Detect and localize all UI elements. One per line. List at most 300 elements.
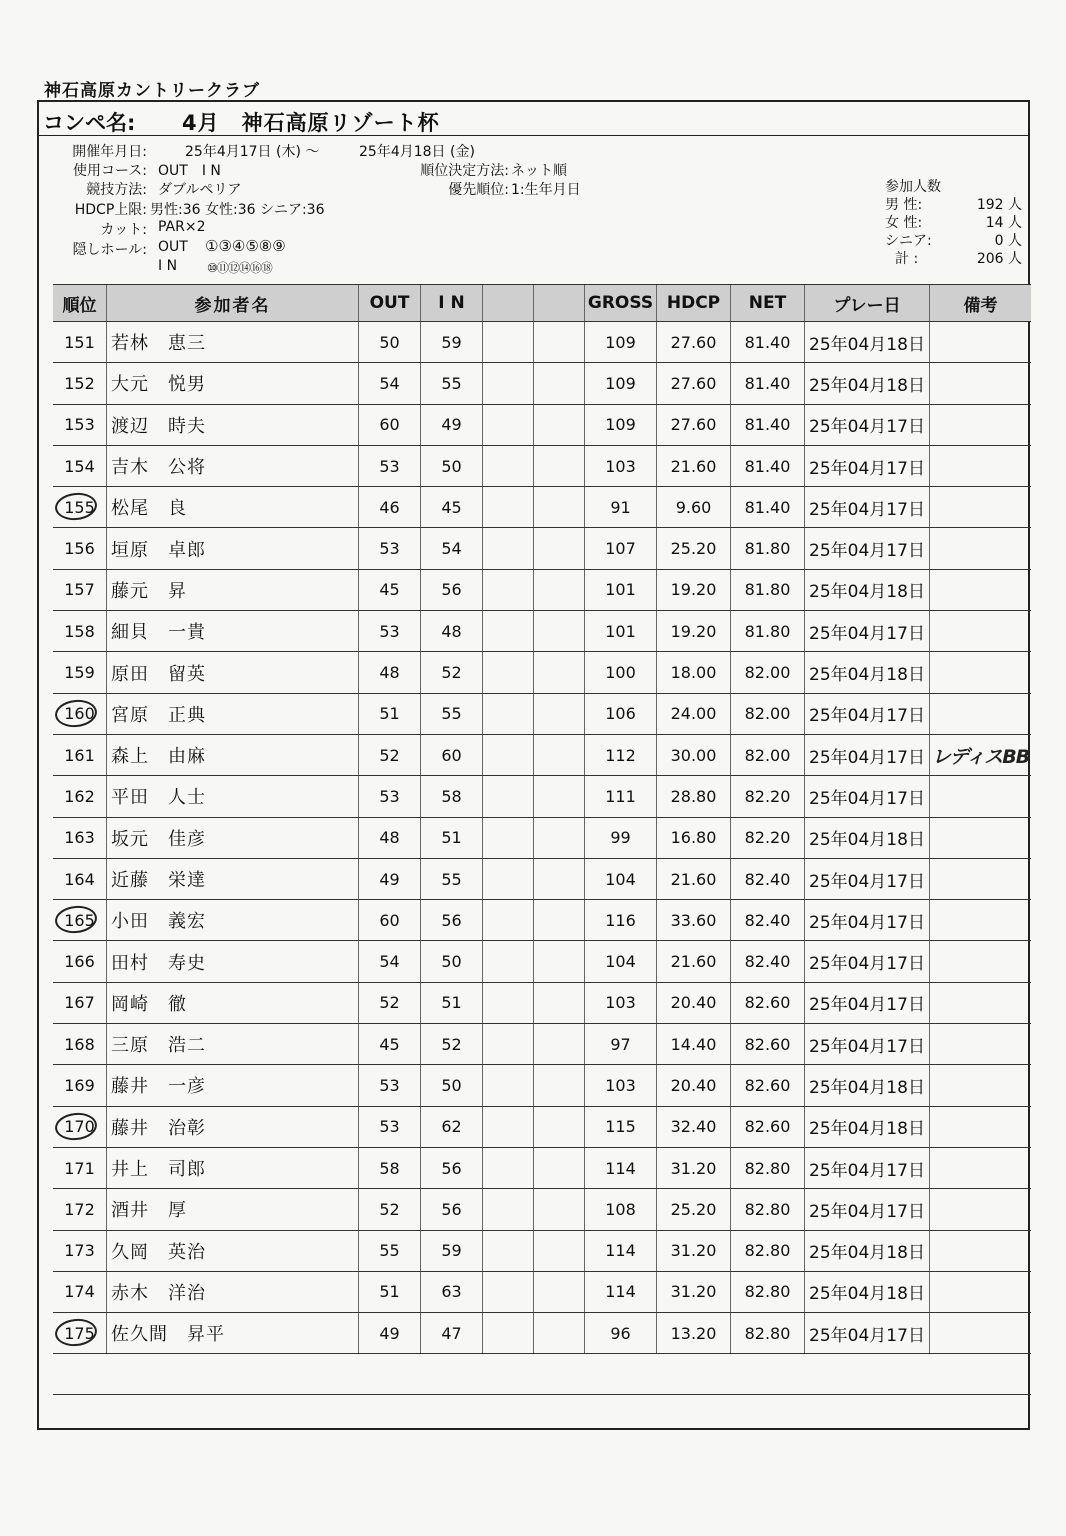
player-name-cell: 藤元 昇 <box>107 570 359 610</box>
method-label: 競技方法: <box>86 182 147 198</box>
blank-cell <box>483 1313 534 1353</box>
play-date-cell: 25年04月18日 <box>805 322 930 362</box>
female-label: 女 性: <box>885 215 923 231</box>
senior-label: シニア: <box>885 233 932 249</box>
blank-cell <box>483 1231 534 1271</box>
note-cell <box>930 1272 1031 1312</box>
hdcp-cell: 27.60 <box>657 405 731 445</box>
table-row <box>53 1189 1031 1230</box>
rank-cell <box>53 735 107 775</box>
note-cell <box>930 776 1031 816</box>
player-name-cell: 小田 義宏 <box>107 900 359 940</box>
table-row <box>53 487 1031 528</box>
player-name-cell: 森上 由麻 <box>107 735 359 775</box>
cut-value: PAR×2 <box>158 219 206 235</box>
blank-cell <box>534 405 585 445</box>
net-cell: 81.80 <box>731 528 805 568</box>
out-score-cell: 52 <box>359 735 421 775</box>
player-name-cell: 藤井 治彰 <box>107 1107 359 1147</box>
gross-cell: 103 <box>585 1065 657 1105</box>
note-cell <box>930 570 1031 610</box>
hdcp-cell: 19.20 <box>657 611 731 651</box>
out-score-cell: 55 <box>359 1231 421 1271</box>
note-cell <box>930 818 1031 858</box>
rank-cell <box>53 487 107 527</box>
net-cell: 82.60 <box>731 1107 805 1147</box>
blank-cell <box>483 735 534 775</box>
blank-cell <box>534 859 585 899</box>
player-name-cell: 垣原 卓郎 <box>107 528 359 568</box>
gross-cell: 107 <box>585 528 657 568</box>
gross-cell: 115 <box>585 1107 657 1147</box>
gross-cell: 104 <box>585 941 657 981</box>
player-name-cell: 久岡 英治 <box>107 1231 359 1271</box>
rank-number: 154 <box>64 456 95 476</box>
out-score-cell: 50 <box>359 322 421 362</box>
gross-cell: 91 <box>585 487 657 527</box>
hdcp-cell: 30.00 <box>657 735 731 775</box>
blank-cell <box>483 1024 534 1064</box>
blank-cell <box>483 570 534 610</box>
note-cell <box>930 694 1031 734</box>
hdcp-cell: 24.00 <box>657 694 731 734</box>
blank-cell <box>534 363 585 403</box>
gross-cell: 101 <box>585 611 657 651</box>
table-row <box>53 570 1031 611</box>
note-cell <box>930 405 1031 445</box>
competition-label: コンペ名: <box>43 111 136 135</box>
blank-cell <box>534 1313 585 1353</box>
play-date-cell: 25年04月18日 <box>805 818 930 858</box>
rank-number: 170 <box>64 1117 95 1137</box>
blank-cell <box>534 1189 585 1229</box>
rank-cell <box>53 1189 107 1229</box>
blank-cell <box>534 1107 585 1147</box>
table-row <box>53 652 1031 693</box>
hdcp-value: 男性:36 女性:36 シニア:36 <box>150 202 325 218</box>
blank-cell <box>483 1272 534 1312</box>
rank-number: 165 <box>64 910 95 930</box>
note-cell <box>930 1189 1031 1229</box>
net-cell: 82.00 <box>731 694 805 734</box>
player-name-cell: 岡崎 徹 <box>107 983 359 1023</box>
table-row <box>53 446 1031 487</box>
hidden-in-label: I N <box>158 258 178 274</box>
handwritten-circle-mark <box>54 491 99 522</box>
rank-number: 152 <box>64 373 95 393</box>
rank-number: 157 <box>64 580 95 600</box>
net-cell: 81.80 <box>731 570 805 610</box>
net-cell: 82.80 <box>731 1231 805 1271</box>
player-name-cell: 赤木 洋治 <box>107 1272 359 1312</box>
rank-cell <box>53 405 107 445</box>
rank-number: 168 <box>64 1034 95 1054</box>
play-date-cell: 25年04月17日 <box>805 900 930 940</box>
play-date-cell: 25年04月17日 <box>805 446 930 486</box>
hdcp-cell: 13.20 <box>657 1313 731 1353</box>
out-score-cell: 51 <box>359 1272 421 1312</box>
hdcp-cell: 27.60 <box>657 363 731 403</box>
club-name: 神石高原カントリークラブ <box>44 81 260 101</box>
hdcp-cell: 25.20 <box>657 528 731 568</box>
out-score-cell: 60 <box>359 405 421 445</box>
hdcp-cell: 32.40 <box>657 1107 731 1147</box>
hdcp-label: HDCP上限: <box>74 202 147 218</box>
rank-number: 156 <box>64 539 95 559</box>
rank-cell <box>53 322 107 362</box>
course-value: OUT I N <box>158 163 221 179</box>
table-row <box>53 941 1031 982</box>
out-score-cell: 58 <box>359 1148 421 1188</box>
competition-header <box>39 102 1028 136</box>
out-score-cell: 53 <box>359 446 421 486</box>
header-net: NET <box>731 285 805 321</box>
play-date-cell: 25年04月17日 <box>805 405 930 445</box>
net-cell: 82.60 <box>731 1024 805 1064</box>
out-score-cell: 48 <box>359 652 421 692</box>
hdcp-cell: 21.60 <box>657 859 731 899</box>
player-name-cell: 若林 恵三 <box>107 322 359 362</box>
player-name-cell: 三原 浩二 <box>107 1024 359 1064</box>
rank-cell <box>53 1313 107 1353</box>
rank-cell <box>53 900 107 940</box>
net-cell: 81.40 <box>731 487 805 527</box>
blank-cell <box>534 983 585 1023</box>
hidden-out-label: OUT <box>158 239 188 255</box>
player-name-cell: 佐久間 昇平 <box>107 1313 359 1353</box>
rank-cell <box>53 528 107 568</box>
in-score-cell: 49 <box>421 405 483 445</box>
date-to: 25年4月18日 (金) <box>359 144 475 160</box>
net-cell: 81.40 <box>731 405 805 445</box>
net-cell: 82.20 <box>731 776 805 816</box>
header-note: 備考 <box>963 295 998 316</box>
gross-cell: 111 <box>585 776 657 816</box>
rank-cell <box>53 941 107 981</box>
header-out: OUT <box>359 285 421 321</box>
net-cell: 82.80 <box>731 1148 805 1188</box>
in-score-cell: 52 <box>421 652 483 692</box>
ranking-label: 順位決定方法: <box>420 163 509 179</box>
in-score-cell: 59 <box>421 322 483 362</box>
in-score-cell: 54 <box>421 528 483 568</box>
table-row <box>53 818 1031 859</box>
handwritten-circle-mark <box>54 1111 99 1142</box>
player-name-cell: 松尾 良 <box>107 487 359 527</box>
net-cell: 82.00 <box>731 652 805 692</box>
total-count: 206 人 <box>976 251 1022 267</box>
note-cell <box>930 322 1031 362</box>
out-score-cell: 53 <box>359 528 421 568</box>
table-header <box>53 284 1031 322</box>
rank-number: 163 <box>64 828 95 848</box>
cut-label: カット: <box>100 222 147 238</box>
hidden-in-holes: ⑩⑪⑫⑭⑯⑱ <box>207 261 272 275</box>
play-date-cell: 25年04月17日 <box>805 776 930 816</box>
hidden-holes-label: 隠しホール: <box>72 242 147 258</box>
counts-title: 参加人数 <box>885 179 941 195</box>
male-label: 男 性: <box>885 197 923 213</box>
blank-cell <box>534 528 585 568</box>
gross-cell: 112 <box>585 735 657 775</box>
hdcp-cell: 31.20 <box>657 1231 731 1271</box>
out-score-cell: 51 <box>359 694 421 734</box>
out-score-cell: 53 <box>359 1107 421 1147</box>
play-date-cell: 25年04月18日 <box>805 570 930 610</box>
play-date-cell: 25年04月17日 <box>805 1313 930 1353</box>
gross-cell: 104 <box>585 859 657 899</box>
hdcp-cell: 31.20 <box>657 1148 731 1188</box>
out-score-cell: 60 <box>359 900 421 940</box>
play-date-cell: 25年04月18日 <box>805 1107 930 1147</box>
gross-cell: 100 <box>585 652 657 692</box>
out-score-cell: 53 <box>359 611 421 651</box>
rank-number: 153 <box>64 415 95 435</box>
blank-cell <box>483 1107 534 1147</box>
rank-number: 167 <box>64 993 95 1013</box>
rank-cell <box>53 818 107 858</box>
handwritten-note: レディスBB <box>931 745 1030 768</box>
blank-cell <box>534 322 585 362</box>
table-row <box>53 528 1031 569</box>
net-cell: 82.80 <box>731 1189 805 1229</box>
rank-number: 164 <box>64 869 95 889</box>
note-cell <box>930 1065 1031 1105</box>
blank-cell <box>483 405 534 445</box>
out-score-cell: 49 <box>359 1313 421 1353</box>
blank-cell <box>534 1272 585 1312</box>
player-name-cell: 近藤 栄達 <box>107 859 359 899</box>
table-row <box>53 322 1031 363</box>
blank-cell <box>534 818 585 858</box>
blank-cell <box>534 694 585 734</box>
blank-cell <box>483 941 534 981</box>
priority-label: 優先順位: <box>448 182 509 198</box>
gross-cell: 109 <box>585 363 657 403</box>
blank-cell <box>534 900 585 940</box>
blank-cell <box>534 1231 585 1271</box>
header-gross: GROSS <box>585 285 657 321</box>
gross-cell: 108 <box>585 1189 657 1229</box>
gross-cell: 101 <box>585 570 657 610</box>
blank-cell <box>483 487 534 527</box>
blank-cell <box>483 818 534 858</box>
in-score-cell: 62 <box>421 1107 483 1147</box>
rank-cell <box>53 611 107 651</box>
net-cell: 81.40 <box>731 322 805 362</box>
net-cell: 82.80 <box>731 1313 805 1353</box>
blank-cell <box>483 859 534 899</box>
blank-cell <box>483 900 534 940</box>
blank-cell <box>483 446 534 486</box>
net-cell: 82.40 <box>731 941 805 981</box>
senior-count: 0 人 <box>994 233 1022 249</box>
play-date-cell: 25年04月17日 <box>805 1148 930 1188</box>
note-cell <box>930 900 1031 940</box>
out-score-cell: 45 <box>359 570 421 610</box>
blank-cell <box>534 570 585 610</box>
note-cell <box>930 652 1031 692</box>
rank-cell <box>53 1272 107 1312</box>
blank-cell <box>483 528 534 568</box>
out-score-cell: 49 <box>359 859 421 899</box>
blank-cell <box>483 322 534 362</box>
play-date-cell: 25年04月17日 <box>805 735 930 775</box>
hdcp-cell: 20.40 <box>657 1065 731 1105</box>
note-cell <box>930 941 1031 981</box>
rank-cell <box>53 363 107 403</box>
competition-name: 4月 神石高原リゾート杯 <box>182 111 440 135</box>
gross-cell: 96 <box>585 1313 657 1353</box>
in-score-cell: 55 <box>421 363 483 403</box>
gross-cell: 106 <box>585 694 657 734</box>
blank-cell <box>534 735 585 775</box>
male-count: 192 人 <box>976 197 1022 213</box>
table-row <box>53 1065 1031 1106</box>
out-score-cell: 52 <box>359 983 421 1023</box>
rank-number: 155 <box>64 497 95 517</box>
table-row <box>53 900 1031 941</box>
out-score-cell: 54 <box>359 941 421 981</box>
gross-cell: 99 <box>585 818 657 858</box>
method-value: ダブルペリア <box>158 182 242 198</box>
player-name-cell: 大元 悦男 <box>107 363 359 403</box>
hdcp-cell: 25.20 <box>657 1189 731 1229</box>
player-name-cell: 坂元 佳彦 <box>107 818 359 858</box>
priority-value: 1:生年月日 <box>511 182 581 198</box>
net-cell: 82.80 <box>731 1272 805 1312</box>
in-score-cell: 50 <box>421 446 483 486</box>
net-cell: 81.80 <box>731 611 805 651</box>
hdcp-cell: 21.60 <box>657 446 731 486</box>
table-row <box>53 859 1031 900</box>
rank-cell <box>53 1231 107 1271</box>
in-score-cell: 56 <box>421 1148 483 1188</box>
note-cell <box>930 1148 1031 1188</box>
rank-cell <box>53 570 107 610</box>
blank-cell <box>483 776 534 816</box>
note-cell <box>930 735 1031 775</box>
date-from: 25年4月17日 (木) ～ <box>185 144 320 160</box>
hdcp-cell: 27.60 <box>657 322 731 362</box>
blank-cell <box>534 487 585 527</box>
gross-cell: 109 <box>585 405 657 445</box>
table-body <box>53 322 1031 1354</box>
net-cell: 82.60 <box>731 1065 805 1105</box>
rank-number: 175 <box>64 1323 95 1343</box>
player-name-cell: 宮原 正典 <box>107 694 359 734</box>
player-name-cell: 細貝 一貴 <box>107 611 359 651</box>
out-score-cell: 45 <box>359 1024 421 1064</box>
play-date-cell: 25年04月17日 <box>805 859 930 899</box>
blank-cell <box>483 694 534 734</box>
course-label: 使用コース: <box>72 163 147 179</box>
handwritten-circle-mark <box>54 698 99 729</box>
out-score-cell: 46 <box>359 487 421 527</box>
gross-cell: 109 <box>585 322 657 362</box>
gross-cell: 103 <box>585 446 657 486</box>
note-cell <box>930 1107 1031 1147</box>
hdcp-cell: 20.40 <box>657 983 731 1023</box>
gross-cell: 114 <box>585 1272 657 1312</box>
blank-cell <box>534 652 585 692</box>
rank-cell <box>53 859 107 899</box>
gross-cell: 97 <box>585 1024 657 1064</box>
rank-cell <box>53 694 107 734</box>
note-cell <box>930 611 1031 651</box>
play-date-cell: 25年04月17日 <box>805 528 930 568</box>
table-row <box>53 1231 1031 1272</box>
in-score-cell: 55 <box>421 694 483 734</box>
in-score-cell: 60 <box>421 735 483 775</box>
player-name-cell: 藤井 一彦 <box>107 1065 359 1105</box>
in-score-cell: 51 <box>421 818 483 858</box>
in-score-cell: 52 <box>421 1024 483 1064</box>
rank-number: 162 <box>64 786 95 806</box>
in-score-cell: 55 <box>421 859 483 899</box>
results-sheet <box>37 100 1030 1430</box>
rank-number: 159 <box>64 663 95 683</box>
play-date-cell: 25年04月17日 <box>805 941 930 981</box>
results-table <box>53 284 1031 1395</box>
header-rank: 順位 <box>53 285 107 321</box>
ranking-value: ネット順 <box>511 163 567 179</box>
header-blank-2 <box>534 285 585 321</box>
in-score-cell: 58 <box>421 776 483 816</box>
note-cell <box>930 1313 1031 1353</box>
blank-cell <box>483 1065 534 1105</box>
table-row <box>53 776 1031 817</box>
blank-cell <box>534 776 585 816</box>
dates-label: 開催年月日: <box>72 144 147 160</box>
handwritten-circle-mark <box>54 1317 99 1348</box>
gross-cell: 103 <box>585 983 657 1023</box>
note-cell <box>930 528 1031 568</box>
play-date-cell: 25年04月18日 <box>805 1065 930 1105</box>
rank-number: 151 <box>64 332 95 352</box>
in-score-cell: 63 <box>421 1272 483 1312</box>
play-date-cell: 25年04月18日 <box>805 1272 930 1312</box>
player-name-cell: 田村 寿史 <box>107 941 359 981</box>
hdcp-cell: 28.80 <box>657 776 731 816</box>
note-cell <box>930 363 1031 403</box>
rank-number: 169 <box>64 1075 95 1095</box>
note-cell <box>930 1231 1031 1271</box>
table-row <box>53 983 1031 1024</box>
play-date-cell: 25年04月17日 <box>805 1024 930 1064</box>
hdcp-cell: 18.00 <box>657 652 731 692</box>
play-date-cell: 25年04月18日 <box>805 363 930 403</box>
gross-cell: 114 <box>585 1231 657 1271</box>
blank-cell <box>483 1189 534 1229</box>
rank-number: 161 <box>64 745 95 765</box>
in-score-cell: 59 <box>421 1231 483 1271</box>
in-score-cell: 48 <box>421 611 483 651</box>
blank-cell <box>534 1148 585 1188</box>
rank-number: 160 <box>64 704 95 724</box>
net-cell: 81.40 <box>731 446 805 486</box>
female-count: 14 人 <box>985 215 1022 231</box>
rank-cell <box>53 1148 107 1188</box>
out-score-cell: 48 <box>359 818 421 858</box>
blank-cell <box>483 652 534 692</box>
play-date-cell: 25年04月18日 <box>805 652 930 692</box>
player-name-cell: 渡辺 時夫 <box>107 405 359 445</box>
hdcp-cell: 31.20 <box>657 1272 731 1312</box>
gross-cell: 116 <box>585 900 657 940</box>
rank-number: 166 <box>64 952 95 972</box>
table-row <box>53 1313 1031 1354</box>
